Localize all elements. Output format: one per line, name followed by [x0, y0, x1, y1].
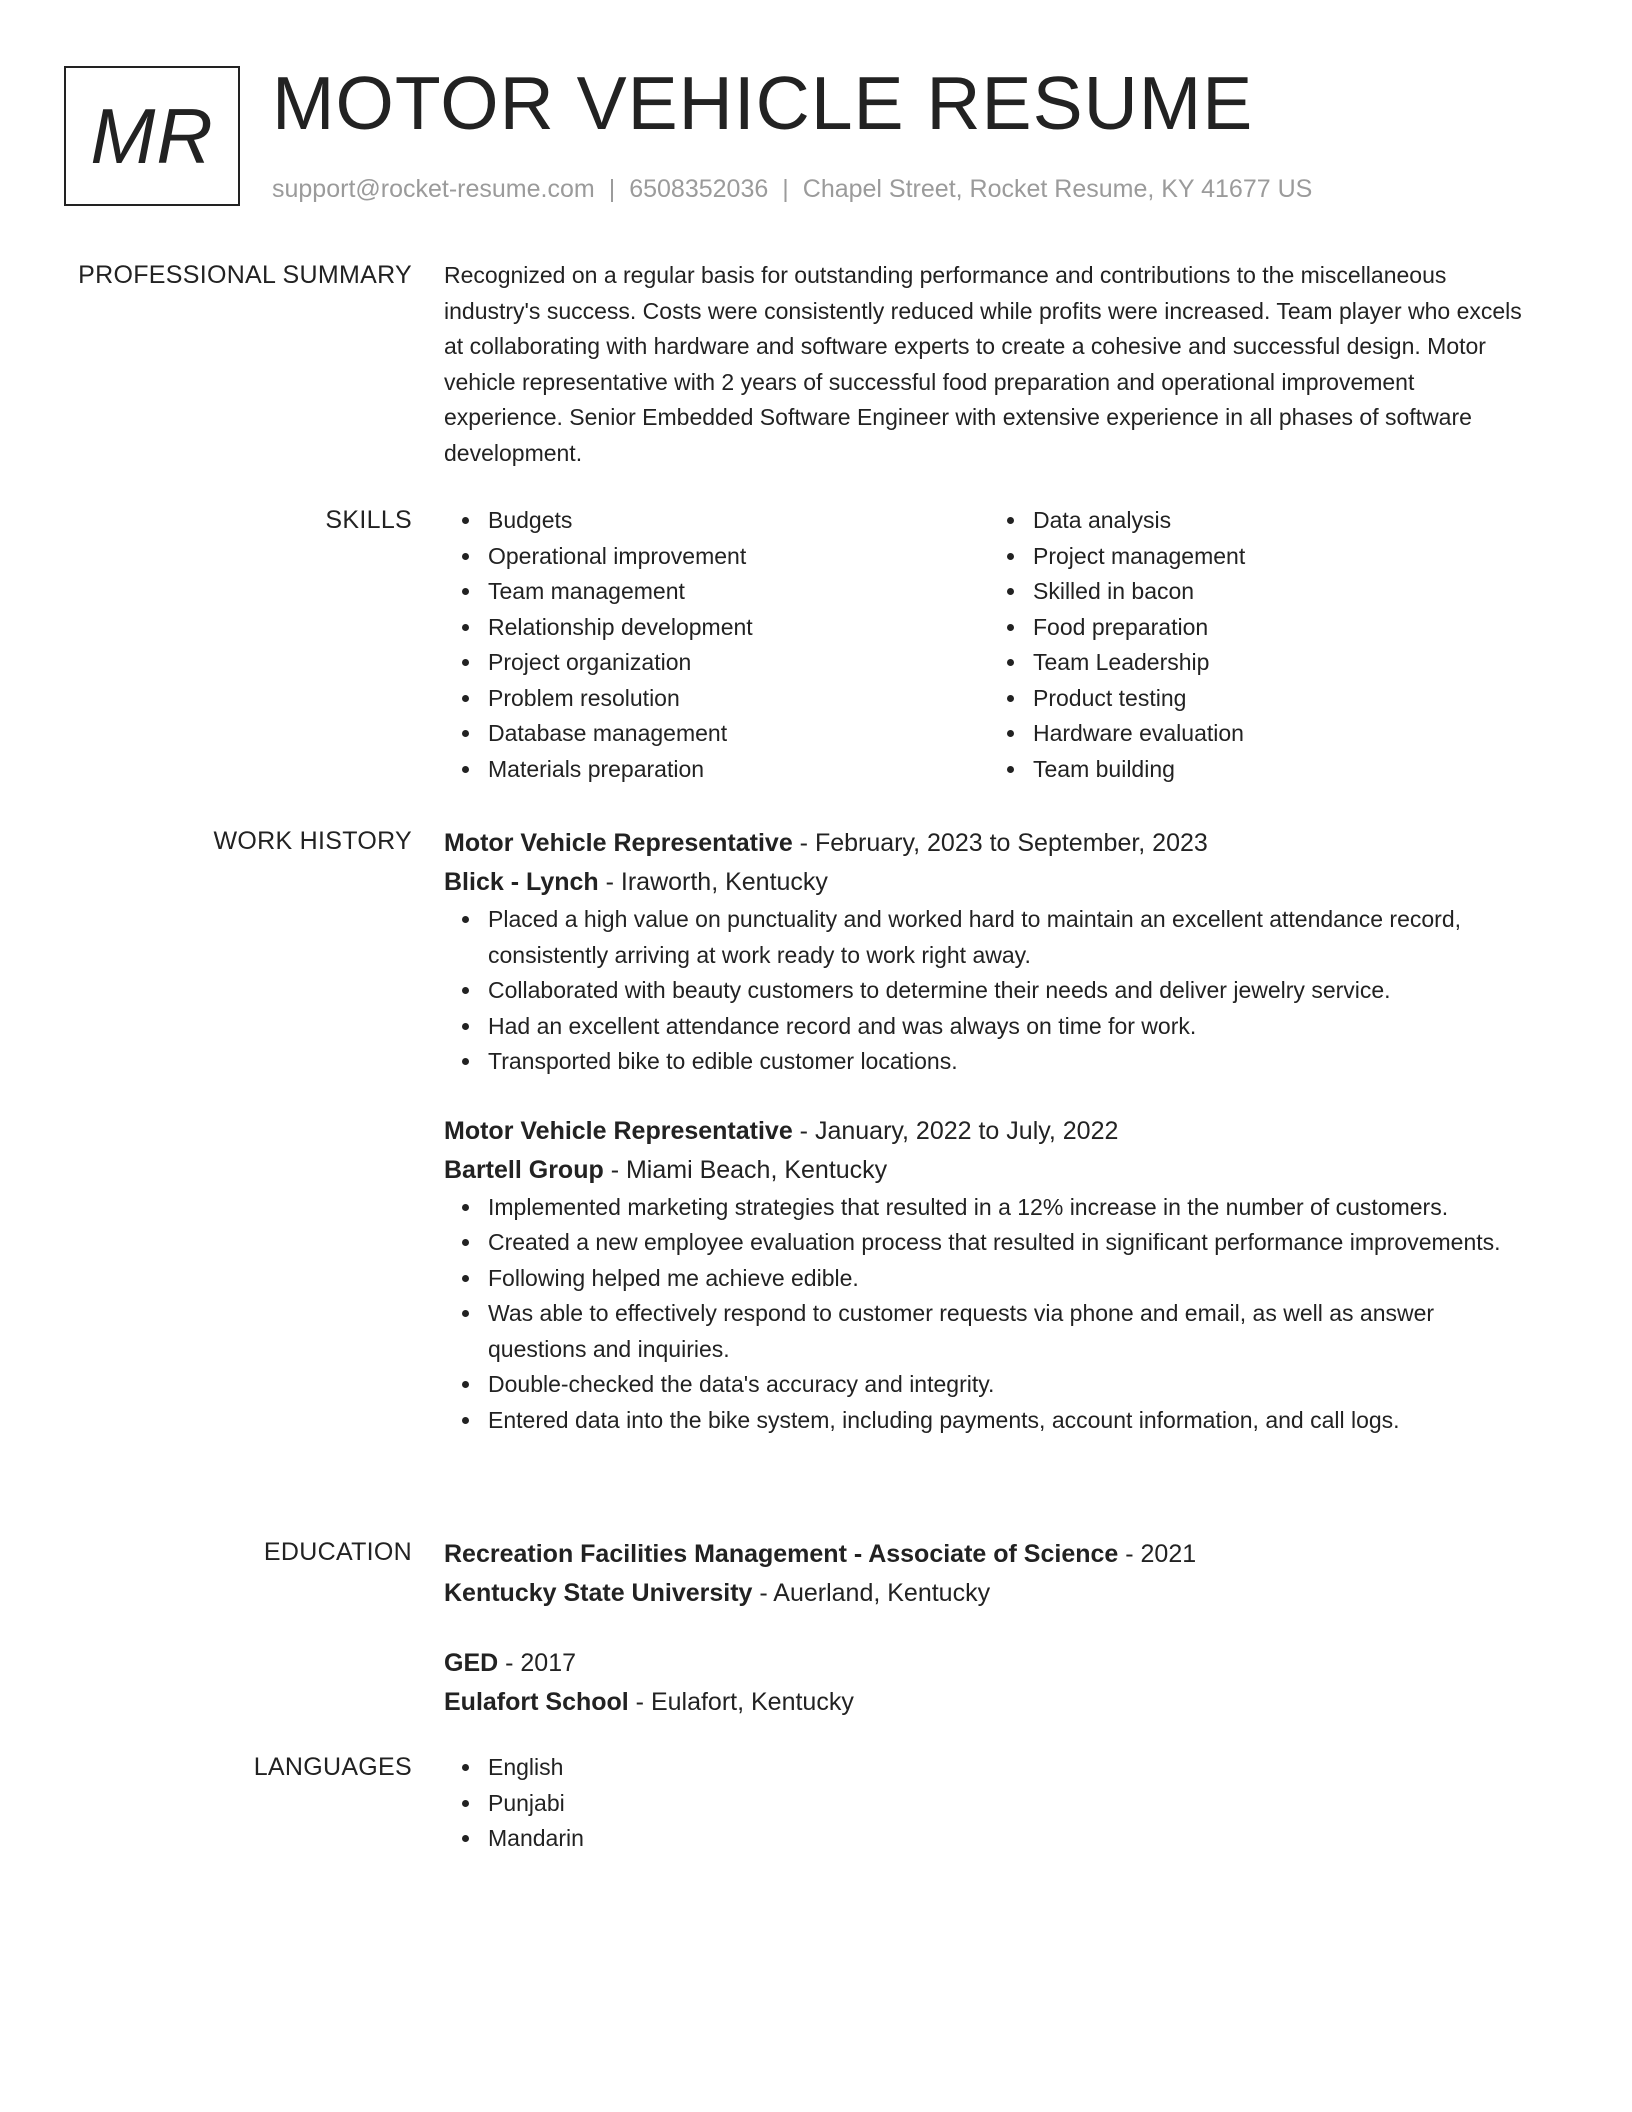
job-company: Blick - Lynch [444, 868, 599, 896]
language-item: Mandarin [488, 1821, 1534, 1857]
job-bullets [444, 902, 1534, 1080]
job-dates: - January, 2022 to July, 2022 [792, 1116, 1119, 1145]
job-company-line [444, 863, 1534, 902]
job-bullet: Had an excellent attendance record and was always on time for work. [488, 1009, 1534, 1045]
skill-item: Database management [488, 716, 989, 752]
education-year: - 2017 [498, 1649, 577, 1677]
skill-item: Budgets [488, 503, 989, 539]
skills-column-left [444, 503, 989, 787]
education-location: - Auerland, Kentucky [752, 1579, 991, 1607]
education-location: - Eulafort, Kentucky [628, 1688, 854, 1716]
skill-item: Data analysis [1033, 503, 1534, 539]
job-title: Motor Vehicle Representative [444, 1116, 793, 1145]
job-location: - Miami Beach, Kentucky [603, 1155, 888, 1184]
skill-item: Problem resolution [488, 681, 989, 717]
job-title: Motor Vehicle Representative [444, 829, 793, 857]
job-dates: - February, 2023 to September, 2023 [792, 829, 1208, 857]
job-bullet: Implemented marketing strategies that resulted in a 12% increase in the number of customers. [488, 1190, 1534, 1226]
language-item: English [488, 1750, 1534, 1786]
contact-address: Chapel Street, Rocket Resume, KY 41677 US [802, 175, 1313, 203]
education-school: Eulafort School [444, 1688, 629, 1716]
job-bullet: Created a new employee evaluation process that resulted in significant performance improvements. [488, 1225, 1534, 1261]
language-item: Punjabi [488, 1786, 1534, 1822]
skill-item: Team Leadership [1033, 645, 1534, 681]
skill-item: Materials preparation [488, 752, 989, 788]
education-school: Kentucky State University [444, 1579, 753, 1607]
job-bullet: Double-checked the data's accuracy and integrity. [488, 1367, 1534, 1403]
skill-item: Operational improvement [488, 539, 989, 575]
job-bullet: Following helped me achieve edible. [488, 1261, 1534, 1297]
work-history-heading: WORK HISTORY [213, 827, 412, 855]
job-bullet: Collaborated with beauty customers to determine their needs and deliver jewelry service. [488, 973, 1534, 1009]
skill-item: Product testing [1033, 681, 1534, 717]
languages-list [444, 1750, 1534, 1857]
skill-item: Team management [488, 574, 989, 610]
skill-item: Skilled in bacon [1033, 574, 1534, 610]
job-location: - Iraworth, Kentucky [598, 868, 828, 896]
languages-body [444, 1750, 1534, 1857]
resume-title: MOTOR VEHICLE RESUME [272, 61, 1254, 145]
skills-heading: SKILLS [325, 506, 412, 534]
education-heading: EDUCATION [263, 1538, 412, 1566]
education-degree: Recreation Facilities Management - Associate of Science [444, 1540, 1119, 1568]
job-bullet: Transported bike to edible customer locations. [488, 1044, 1534, 1080]
job-bullets [444, 1190, 1534, 1439]
education-degree-line [444, 1644, 1534, 1683]
job-bullet: Placed a high value on punctuality and worked hard to maintain an excellent attendance record, consistently arriving at work ready to work right away. [488, 902, 1534, 973]
skills-list-right [989, 503, 1534, 787]
contact-email: support@rocket-resume.com [272, 175, 595, 203]
education-entry [444, 1644, 1534, 1722]
job-entry [444, 1112, 1534, 1439]
summary-heading: PROFESSIONAL SUMMARY [78, 261, 412, 289]
skill-item: Hardware evaluation [1033, 716, 1534, 752]
job-bullet: Entered data into the bike system, including payments, account information, and call logs. [488, 1403, 1534, 1439]
education-school-line [444, 1683, 1534, 1722]
skill-item: Food preparation [1033, 610, 1534, 646]
education-entry [444, 1535, 1534, 1613]
job-entry [444, 824, 1534, 1080]
contact-line [272, 172, 1312, 206]
skill-item: Team building [1033, 752, 1534, 788]
monogram-badge: MR [64, 66, 240, 206]
job-company-line [444, 1151, 1534, 1190]
education-year: - 2021 [1118, 1540, 1197, 1568]
skills-body [444, 503, 1534, 787]
languages-heading: LANGUAGES [253, 1753, 412, 1781]
skills-list-left [444, 503, 989, 787]
work-history-body [444, 824, 1534, 1438]
skill-item: Project management [1033, 539, 1534, 575]
skills-column-right [989, 503, 1534, 787]
education-school-line [444, 1574, 1534, 1613]
job-company: Bartell Group [444, 1155, 604, 1184]
contact-phone: 6508352036 [629, 175, 769, 203]
contact-separator: | [608, 175, 616, 203]
education-degree: GED [444, 1649, 499, 1677]
skill-item: Relationship development [488, 610, 989, 646]
contact-separator: | [782, 175, 789, 203]
summary-text: Recognized on a regular basis for outstanding performance and contributions to the miscellaneous industry's success. Costs were consistently reduced while profits were increased. Team player who excels at collaborating with hardware and software experts to create a cohesive and successful design. Motor vehicle representative with 2 years of successful food preparation and operational improvement experience. Senior Embedded Software Engineer with extensive experience in all phases of software development. [444, 262, 1522, 466]
summary-body [444, 258, 1534, 471]
job-bullet: Was able to effectively respond to customer requests via phone and email, as well as answer questions and inquiries. [488, 1296, 1534, 1367]
job-title-line [444, 824, 1534, 863]
job-title-line [444, 1112, 1534, 1151]
skill-item: Project organization [488, 645, 989, 681]
education-degree-line [444, 1535, 1534, 1574]
education-body [444, 1535, 1534, 1722]
